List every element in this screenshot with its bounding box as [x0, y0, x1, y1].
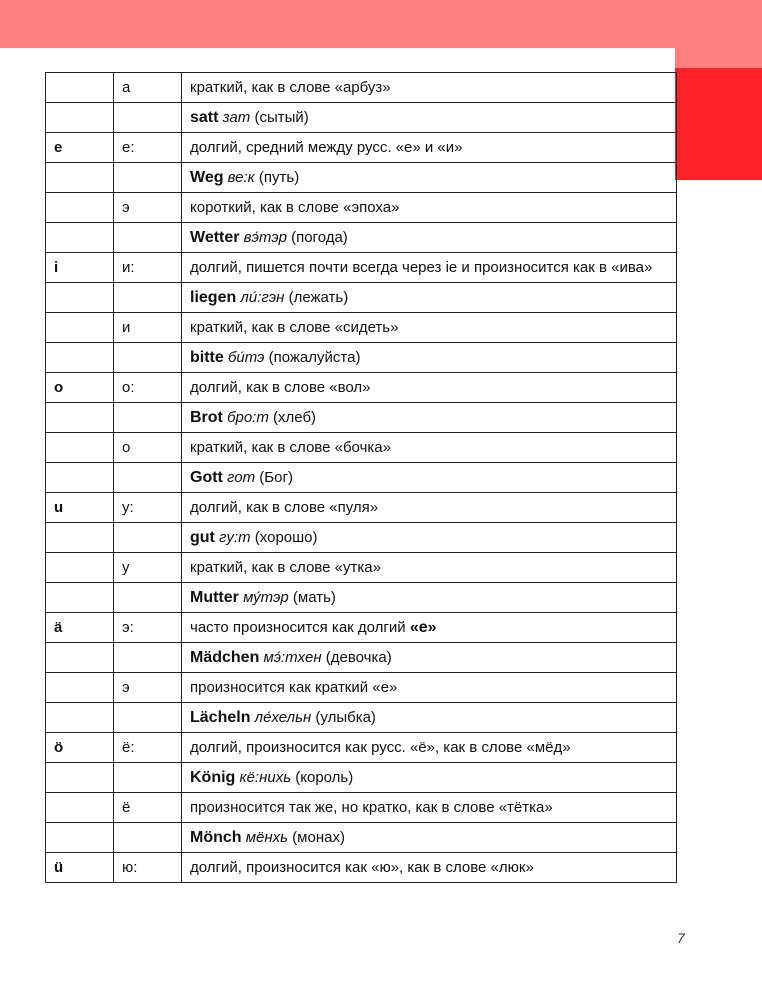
table-row: [46, 403, 677, 433]
transcription: му́тэр: [243, 589, 289, 606]
description-cell: [182, 823, 677, 853]
description-cell: [182, 493, 677, 523]
description-text: произносится как краткий «е»: [190, 679, 398, 696]
description-cell: [182, 223, 677, 253]
letter-cell: [46, 643, 114, 673]
description-cell: [182, 523, 677, 553]
description-text: долгий, произносится как русс. «ё», как в слове «мёд»: [190, 739, 571, 756]
accent-block-upper: [675, 48, 762, 68]
letter-cell: [46, 163, 114, 193]
description-cell: [182, 313, 677, 343]
description-text: (улыбка): [311, 709, 376, 726]
table-row: [46, 823, 677, 853]
pronunciation-table-body: [46, 73, 677, 883]
german-word: «е»: [409, 619, 437, 636]
sound-cell: и:: [114, 253, 182, 283]
letter-cell: [46, 283, 114, 313]
description-cell: [182, 583, 677, 613]
table-row: [46, 853, 677, 883]
sound-cell: э: [114, 193, 182, 223]
table-row: [46, 223, 677, 253]
description-text: (пожалуйста): [264, 349, 361, 366]
table-row: [46, 343, 677, 373]
description-cell: [182, 373, 677, 403]
letter-cell: [46, 343, 114, 373]
sound-cell: у: [114, 553, 182, 583]
description-cell: [182, 73, 677, 103]
description-text: (король): [291, 769, 354, 786]
description-cell: [182, 463, 677, 493]
letter-cell: [46, 463, 114, 493]
transcription: би́тэ: [227, 349, 265, 366]
table-row: [46, 133, 677, 163]
sound-cell: о: [114, 433, 182, 463]
letter-cell: o: [46, 373, 114, 403]
sound-cell: [114, 523, 182, 553]
table-row: [46, 103, 677, 133]
transcription: бро:т: [227, 409, 269, 426]
letter-cell: [46, 823, 114, 853]
sound-cell: э:: [114, 613, 182, 643]
letter-cell: [46, 583, 114, 613]
description-cell: [182, 343, 677, 373]
table-row: [46, 373, 677, 403]
transcription: ле́хельн: [254, 709, 312, 726]
description-cell: [182, 133, 677, 163]
pronunciation-table: [45, 72, 677, 883]
description-text: долгий, произносится как «ю», как в слове «люк»: [190, 859, 534, 876]
description-text: (монах): [288, 829, 345, 846]
table-row: [46, 733, 677, 763]
sound-cell: [114, 823, 182, 853]
sound-cell: и: [114, 313, 182, 343]
description-cell: [182, 673, 677, 703]
letter-cell: i: [46, 253, 114, 283]
german-word: liegen: [190, 289, 237, 306]
description-text: краткий, как в слове «бочка»: [190, 439, 391, 456]
table-row: [46, 583, 677, 613]
german-word: Mädchen: [190, 649, 260, 666]
description-text: долгий, как в слове «пуля»: [190, 499, 379, 516]
description-text: долгий, как в слове «вол»: [190, 379, 371, 396]
transcription: мэ́:тхен: [263, 649, 322, 666]
description-text: (мать): [288, 589, 336, 606]
accent-block: [675, 48, 762, 180]
german-word: satt: [190, 109, 219, 126]
letter-cell: [46, 793, 114, 823]
sound-cell: о:: [114, 373, 182, 403]
german-word: Mönch: [190, 829, 242, 846]
letter-cell: [46, 193, 114, 223]
sound-cell: [114, 283, 182, 313]
sound-cell: а: [114, 73, 182, 103]
letter-cell: ö: [46, 733, 114, 763]
top-color-band: [0, 0, 762, 48]
transcription: ли́:гэн: [240, 289, 285, 306]
transcription: гу:т: [219, 529, 251, 546]
description-cell: [182, 703, 677, 733]
sound-cell: [114, 343, 182, 373]
sound-cell: у:: [114, 493, 182, 523]
description-text: короткий, как в слове «эпоха»: [190, 199, 400, 216]
table-row: [46, 193, 677, 223]
german-word: Weg: [190, 169, 224, 186]
letter-cell: [46, 223, 114, 253]
table-row: [46, 643, 677, 673]
description-text: часто произносится как долгий: [190, 619, 410, 636]
description-text: (девочка): [321, 649, 392, 666]
description-text: (хлеб): [268, 409, 317, 426]
sound-cell: [114, 463, 182, 493]
description-text: краткий, как в слове «сидеть»: [190, 319, 399, 336]
letter-cell: [46, 703, 114, 733]
description-text: произносится так же, но кратко, как в слове «тётка»: [190, 799, 553, 816]
letter-cell: [46, 433, 114, 463]
transcription: мёнхь: [245, 829, 288, 846]
german-word: Lächeln: [190, 709, 251, 726]
sound-cell: [114, 163, 182, 193]
german-word: Gott: [190, 469, 223, 486]
table-row: [46, 313, 677, 343]
letter-cell: [46, 313, 114, 343]
description-cell: [182, 793, 677, 823]
letter-cell: [46, 73, 114, 103]
description-text: долгий, средний между русс. «е» и «и»: [190, 139, 463, 156]
transcription: кё:нихь: [239, 769, 292, 786]
german-word: König: [190, 769, 236, 786]
description-text: краткий, как в слове «арбуз»: [190, 79, 391, 96]
sound-cell: [114, 643, 182, 673]
table-row: [46, 793, 677, 823]
description-cell: [182, 643, 677, 673]
table-row: [46, 463, 677, 493]
description-text: (лежать): [284, 289, 349, 306]
letter-cell: [46, 553, 114, 583]
description-text: (Бог): [255, 469, 293, 486]
description-cell: [182, 853, 677, 883]
letter-cell: ü: [46, 853, 114, 883]
letter-cell: [46, 403, 114, 433]
sound-cell: ю:: [114, 853, 182, 883]
description-cell: [182, 433, 677, 463]
sound-cell: [114, 103, 182, 133]
sound-cell: [114, 763, 182, 793]
transcription: гот: [227, 469, 256, 486]
german-word: Brot: [190, 409, 223, 426]
transcription: вэ́тэр: [243, 229, 287, 246]
table-row: [46, 673, 677, 703]
sound-cell: ё:: [114, 733, 182, 763]
sound-cell: [114, 583, 182, 613]
letter-cell: u: [46, 493, 114, 523]
description-text: (путь): [254, 169, 300, 186]
sound-cell: [114, 403, 182, 433]
description-cell: [182, 103, 677, 133]
description-text: долгий, пишется почти всегда через ie и произносится как в «ива»: [190, 259, 653, 276]
table-row: [46, 163, 677, 193]
table-row: [46, 703, 677, 733]
table-row: [46, 553, 677, 583]
description-cell: [182, 253, 677, 283]
german-word: Wetter: [190, 229, 240, 246]
description-cell: [182, 553, 677, 583]
transcription: ве:к: [227, 169, 255, 186]
sound-cell: [114, 223, 182, 253]
page-number: 7: [677, 930, 685, 946]
description-cell: [182, 613, 677, 643]
description-cell: [182, 163, 677, 193]
description-text: (сытый): [250, 109, 309, 126]
german-word: gut: [190, 529, 215, 546]
description-text: (хорошо): [250, 529, 318, 546]
description-cell: [182, 283, 677, 313]
letter-cell: [46, 673, 114, 703]
sound-cell: э: [114, 673, 182, 703]
table-row: [46, 433, 677, 463]
table-row: [46, 253, 677, 283]
description-cell: [182, 763, 677, 793]
table-row: [46, 763, 677, 793]
description-text: (погода): [286, 229, 348, 246]
letter-cell: [46, 763, 114, 793]
table-row: [46, 613, 677, 643]
letter-cell: ä: [46, 613, 114, 643]
description-text: краткий, как в слове «утка»: [190, 559, 381, 576]
letter-cell: e: [46, 133, 114, 163]
german-word: Mutter: [190, 589, 239, 606]
sound-cell: [114, 703, 182, 733]
description-cell: [182, 733, 677, 763]
description-cell: [182, 403, 677, 433]
letter-cell: [46, 523, 114, 553]
transcription: зат: [222, 109, 251, 126]
sound-cell: ё: [114, 793, 182, 823]
table-row: [46, 523, 677, 553]
table-row: [46, 493, 677, 523]
table-row: [46, 283, 677, 313]
german-word: bitte: [190, 349, 224, 366]
letter-cell: [46, 103, 114, 133]
sound-cell: е:: [114, 133, 182, 163]
table-row: [46, 73, 677, 103]
description-cell: [182, 193, 677, 223]
